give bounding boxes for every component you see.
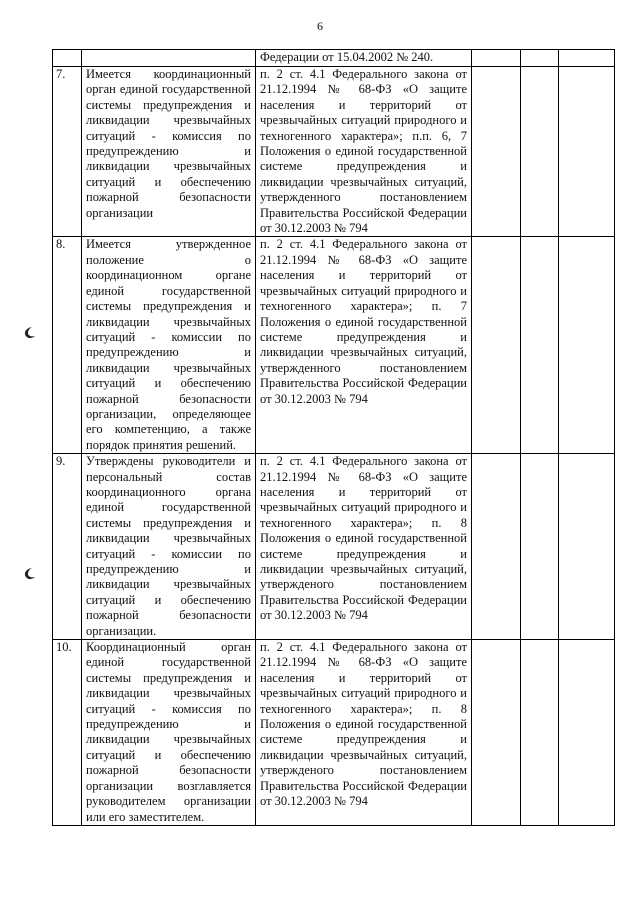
row-number: 9.: [53, 454, 82, 640]
answer-yes-cell: [472, 50, 521, 67]
answer-yes-cell: [472, 454, 521, 640]
reference-cell: Федерации от 15.04.2002 № 240.: [256, 50, 472, 67]
checklist-table: [52, 49, 615, 826]
legal-reference-text: п. 2 ст. 4.1 Федерального закона от 21.12.1994 № 68-ФЗ «О защите населения и территорий от чрезвычайных ситуаций природного и техногенного характера»; п. 8 Положения о единой государственной системе предупреждения и ликвидации чрезвычайных ситуаций, утвержденого постановлением Правительства Российской Федерации от 30.12.2003 № 794: [256, 454, 472, 640]
requirement-text: Имеется координационный орган единой государственной системы предупреждения и ликвидации чрезвычайных ситуаций - комиссия по предупреждению и ликвидации чрезвычайных ситуаций и обеспечению пожарной безопасности организации: [82, 67, 256, 237]
requirement-text: Координационный орган единой государственной системы предупреждения и ликвидации чрезвычайных ситуаций - комиссия по предупреждению и ликвидации чрезвычайных ситуаций и обеспечению пожарной безопасности организации возглавляется руководителем организации или его заместителем.: [82, 640, 256, 826]
note-cell: [559, 237, 615, 454]
row-number: 10.: [53, 640, 82, 826]
note-cell: [559, 454, 615, 640]
table-row: [53, 640, 615, 826]
answer-no-cell: [521, 237, 559, 454]
note-cell: [559, 640, 615, 826]
legal-reference-text: п. 2 ст. 4.1 Федерального закона от 21.12.1994 № 68-ФЗ «О защите населения и территорий от чрезвычайных ситуаций природного и техногенного характера»; п. 8 Положения о единой государственной системе предупреждения и ликвидации чрезвычайных ситуаций, утвержденого постановлением Правительства Российской Федерации от 30.12.2003 № 794: [256, 640, 472, 826]
answer-no-cell: [521, 67, 559, 237]
answer-yes-cell: [472, 237, 521, 454]
note-cell: [559, 50, 615, 67]
table-row: [53, 454, 615, 640]
page-number: 6: [317, 19, 323, 33]
table-row: [53, 237, 615, 454]
row-number: 8.: [53, 237, 82, 454]
answer-yes-cell: [472, 67, 521, 237]
note-cell: [559, 67, 615, 237]
answer-no-cell: [521, 454, 559, 640]
requirement-text: Утверждены руководители и персональный состав координационного органа единой государственной системы предупреждения и ликвидации чрезвычайных ситуаций - комиссии по предупреждению и ликвидации чрезвычайных ситуаций и обеспечению пожарной безопасности организации.: [82, 454, 256, 640]
punch-hole-mark-icon: [22, 567, 36, 581]
requirement-text: Имеется утвержденное положение о координационном органе единой государственной системы предупреждения и ликвидации чрезвычайных ситуаций - комиссии по предупреждению и ликвидации чрезвычайных ситуаций и обеспечению пожарной безопасности организации, определяющее его компетенцию, а также порядок принятия решений.: [82, 237, 256, 454]
punch-hole-mark-icon: [22, 326, 36, 340]
answer-no-cell: [521, 640, 559, 826]
row-number: 7.: [53, 67, 82, 237]
table-row: [53, 67, 615, 237]
answer-no-cell: [521, 50, 559, 67]
requirement-cell: [82, 50, 256, 67]
answer-yes-cell: [472, 640, 521, 826]
num-cell: [53, 50, 82, 67]
legal-reference-text: п. 2 ст. 4.1 Федерального закона от 21.12.1994 № 68-ФЗ «О защите населения и территорий от чрезвычайных ситуаций природного и техногенного характера»; п.п. 6, 7 Положения о единой государственной системе предупреждения и ликвидации чрезвычайных ситуаций, утвержденного постановлением Правительства Российской Федерации от 30.12.2003 № 794: [256, 67, 472, 237]
legal-reference-text: п. 2 ст. 4.1 Федерального закона от 21.12.1994 № 68-ФЗ «О защите населения и территорий от чрезвычайных ситуаций природного и техногенного характера»; п. 7 Положения о единой государственной системе предупреждения и ликвидации чрезвычайных ситуаций, утвержденного постановлением Правительства Российской Федерации от 30.12.2003 № 794: [256, 237, 472, 454]
table-row: [53, 50, 615, 67]
